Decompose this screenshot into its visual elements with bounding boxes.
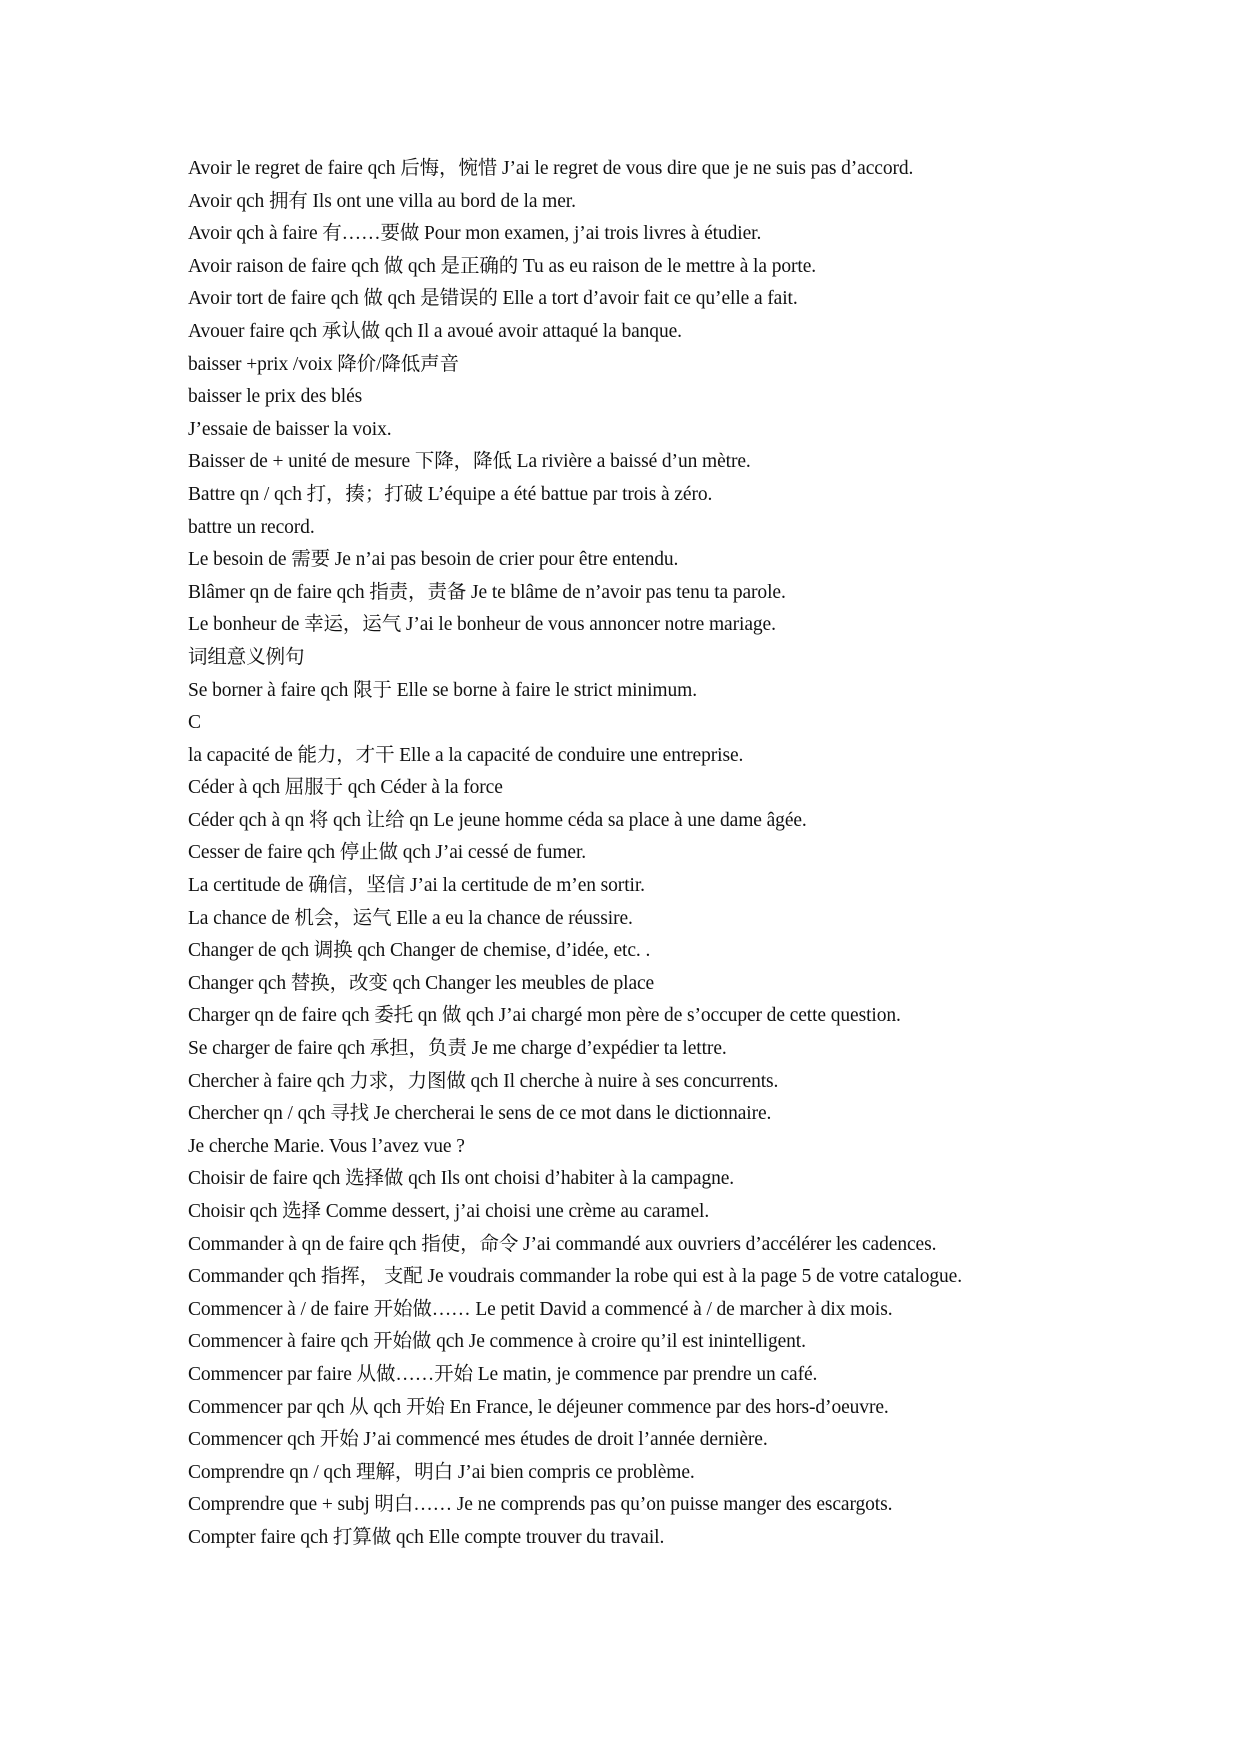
text-line: Commencer qch 开始 J’ai commencé mes études de droit l’année dernière. xyxy=(188,1429,768,1451)
text-line: Avoir tort de faire qch 做 qch 是错误的 Elle a tort d’avoir fait ce qu’elle a fait. xyxy=(188,288,798,310)
text-line: Commencer à / de faire 开始做…… Le petit David a commencé à / de marcher à dix mois. xyxy=(188,1298,893,1320)
text-line: Commencer par faire 从做……开始 Le matin, je commence par prendre un café. xyxy=(188,1363,818,1385)
text-line: Blâmer qn de faire qch 指责，责备 Je te blâme de n’avoir pas tenu ta parole. xyxy=(188,581,786,603)
text-line: Se borner à faire qch 限于 Elle se borne à faire le strict minimum. xyxy=(188,679,697,701)
text-line: Battre qn / qch 打，揍；打破 L’équipe a été battue par trois à zéro. xyxy=(188,483,713,505)
text-line: Céder qch à qn 将 qch 让给 qn Le jeune homme céda sa place à une dame âgée. xyxy=(188,809,807,831)
text-line: Compter faire qch 打算做 qch Elle compte trouver du travail. xyxy=(188,1526,665,1548)
text-line: Commencer par qch 从 qch 开始 En France, le déjeuner commence par des hors-d’oeuvre. xyxy=(188,1396,889,1418)
text-line: J’essaie de baisser la voix. xyxy=(188,418,392,440)
text-line: Avoir qch 拥有 Ils ont une villa au bord de la mer. xyxy=(188,190,576,212)
text-line: Commander à qn de faire qch 指使，命令 J’ai commandé aux ouvriers d’accélérer les cadences. xyxy=(188,1233,937,1255)
text-line: Le bonheur de 幸运，运气 J’ai le bonheur de vous annoncer notre mariage. xyxy=(188,614,776,636)
text-line: Je cherche Marie. Vous l’avez vue ? xyxy=(188,1135,465,1157)
text-line: Chercher à faire qch 力求，力图做 qch Il cherche à nuire à ses concurrents. xyxy=(188,1070,779,1092)
text-line: La chance de 机会，运气 Elle a eu la chance de réussire. xyxy=(188,907,633,929)
text-line: Se charger de faire qch 承担，负责 Je me charge d’expédier ta lettre. xyxy=(188,1038,727,1060)
text-line: Commander qch 指挥， 支配 Je voudrais commander la robe qui est à la page 5 de votre catalogue. xyxy=(188,1266,963,1288)
text-line: baisser le prix des blés xyxy=(188,386,363,408)
text-line: Choisir qch 选择 Comme dessert, j’ai choisi une crème au caramel. xyxy=(188,1201,710,1222)
text-line: Baisser de + unité de mesure 下降，降低 La rivière a baissé d’un mètre. xyxy=(188,451,751,473)
text-line: Comprendre que + subj 明白…… Je ne comprends pas qu’on puisse manger des escargots. xyxy=(188,1494,893,1516)
section-heading: 词组意义例句 xyxy=(188,646,305,668)
text-line: Changer de qch 调换 qch Changer de chemise, d’idée, etc. . xyxy=(188,940,651,962)
text-line: Charger qn de faire qch 委托 qn 做 qch J’ai chargé mon père de s’occuper de cette question. xyxy=(188,1005,901,1027)
text-line: Céder à qch 屈服于 qch Céder à la force xyxy=(188,777,503,799)
text-line: Avoir le regret de faire qch 后悔，惋惜 J’ai le regret de vous dire que je ne suis pas d’accord. xyxy=(188,158,914,179)
text-line: Avoir qch à faire 有……要做 Pour mon examen, j’ai trois livres à étudier. xyxy=(188,223,762,245)
text-line: Chercher qn / qch 寻找 Je chercherai le sens de ce mot dans le dictionnaire. xyxy=(188,1103,772,1125)
text-line: Avouer faire qch 承认做 qch Il a avoué avoir attaqué la banque. xyxy=(188,320,682,342)
text-line: Commencer à faire qch 开始做 qch Je commence à croire qu’il est inintelligent. xyxy=(188,1331,806,1353)
text-line: Cesser de faire qch 停止做 qch J’ai cessé de fumer. xyxy=(188,842,587,864)
text-line: La certitude de 确信，坚信 J’ai la certitude de m’en sortir. xyxy=(188,875,645,897)
text-line: battre un record. xyxy=(188,516,315,538)
text-line: Le besoin de 需要 Je n’ai pas besoin de crier pour être entendu. xyxy=(188,549,679,571)
text-line: Changer qch 替换，改变 qch Changer les meubles de place xyxy=(188,972,655,994)
text-line: Choisir de faire qch 选择做 qch Ils ont choisi d’habiter à la campagne. xyxy=(188,1168,735,1190)
section-letter: C xyxy=(188,712,201,734)
text-line: Avoir raison de faire qch 做 qch 是正确的 Tu as eu raison de le mettre à la porte. xyxy=(188,255,817,277)
text-line: la capacité de 能力，才干 Elle a la capacité de conduire une entreprise. xyxy=(188,744,744,766)
document-page xyxy=(188,153,1054,1555)
text-line: Comprendre qn / qch 理解，明白 J’ai bien compris ce problème. xyxy=(188,1461,695,1483)
text-line: baisser +prix /voix 降价/降低声音 xyxy=(188,353,459,375)
